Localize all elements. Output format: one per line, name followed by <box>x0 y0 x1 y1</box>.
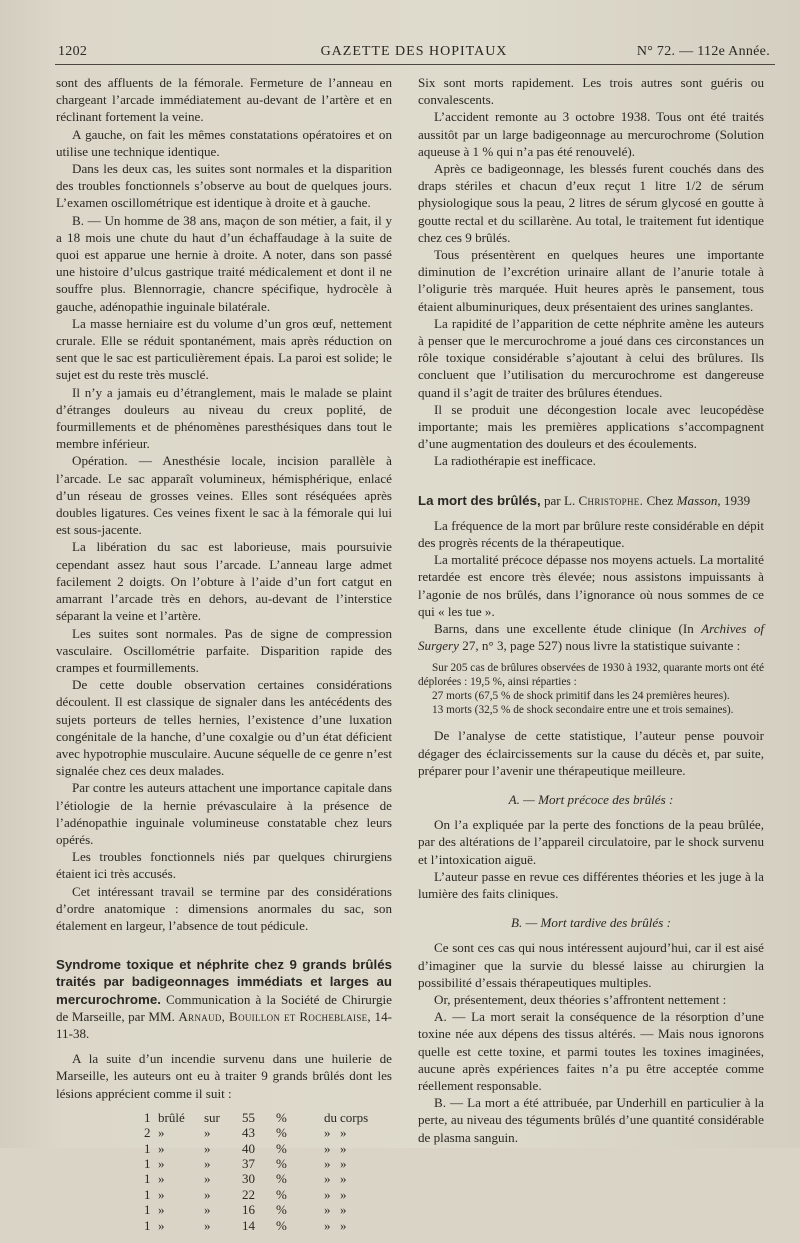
stats-cell: 1 <box>144 1140 151 1156</box>
article-authors: Arnaud, Bouillon et Rocheblaise, <box>178 1008 371 1024</box>
paragraph: sont des affluents de la fémorale. Fermeture de l’anneau en chargeant l’arcade immédiatement au-devant de l’artère et en réclinant fortement la veine. <box>56 75 392 125</box>
stats-cell: » <box>158 1186 165 1202</box>
paragraph: B. — La mort a été attribuée, par Underhill en particulier à la perte, au niveau des téguments brûlés d’une quantité considérable de plasma sanguin. <box>418 1095 764 1145</box>
stats-row <box>144 1141 392 1156</box>
stats-row <box>144 1202 392 1217</box>
stats-cell: 55 <box>242 1109 255 1125</box>
page-number: 1202 <box>58 44 88 59</box>
stats-row <box>144 1218 392 1233</box>
issue-label: N° 72. — 112e Année. <box>636 44 770 59</box>
right-column <box>418 74 764 1146</box>
paragraph: Les suites sont normales. Pas de signe de compression vasculaire. Oscillométrie parfaite. Disparition rapide des crampes et fourmillements. <box>56 625 392 675</box>
stats-cell: » <box>158 1202 165 1218</box>
stats-cell: » <box>204 1202 211 1218</box>
stats-cell: » <box>158 1217 165 1233</box>
stats-cell: % <box>276 1109 287 1125</box>
paragraph: Il se produit une décongestion locale avec leucopédèse importante; mais les premières applications s’accompagnent d’une augmentation des douleurs et des écoulements. <box>418 401 764 452</box>
paragraph: Tous présentèrent en quelques heures une importante diminution de l’excrétion urinaire allant de l’anurie totale à l’oligurie très marquée. Huit heures après le pansement, tous étaient albuminuriques, deux présentaient des urines sanglantes. <box>418 247 764 314</box>
paragraph: Opération. — Anesthésie locale, incision parallèle à l’arcade. Le sac apparaît volumineux, hémisphérique, enlacé d’un réseau de grosses veines. Elles sont réséquées après doubles ligatures. Ces veines fixent le sac à la fémorale qui lui est sous-jacente. <box>56 453 392 538</box>
paragraph: Les troubles fonctionnels niés par quelques chirurgiens étaient ici très accusés. <box>56 849 392 882</box>
quote-line: Sur 205 cas de brûlures observées de 1930 à 1932, quarante morts ont été déplorées : 19,5 %, ainsi réparties : <box>418 661 764 688</box>
stats-cell: » <box>340 1140 347 1156</box>
article-by: par L. <box>543 492 576 508</box>
statistics-quote <box>418 661 764 718</box>
stats-cell: » <box>340 1156 347 1171</box>
stats-cell: » <box>204 1156 211 1171</box>
article-heading-mort <box>418 492 764 509</box>
paragraph: A. — La mort serait la conséquence de la résorption d’une toxine née aux dépens des tissus altérés. — Mais nous ignorons quelle est cette toxine, et parmi toutes les toxines imaginées, aucune après expériences faites n’a pu être acceptée comme réellement responsable. <box>418 1009 764 1093</box>
stats-row <box>144 1156 392 1171</box>
stats-cell: sur <box>204 1109 220 1125</box>
paragraph: L’auteur passe en revue ces différentes théories et les juge à la lumière des faits cliniques. <box>418 868 764 901</box>
stats-row <box>144 1110 392 1125</box>
stats-cell: du <box>324 1109 337 1125</box>
article-publisher: Masson, <box>676 492 721 508</box>
stats-cell: » <box>324 1171 331 1187</box>
stats-row <box>144 1187 392 1202</box>
paragraph: Or, présentement, deux théories s’affrontent nettement : <box>434 991 727 1007</box>
subheading-a: A. — Mort précoce des brûlés : <box>508 791 674 807</box>
stats-cell: 37 <box>242 1156 255 1171</box>
stats-cell: » <box>204 1125 211 1141</box>
paragraph: La radiothérapie est inefficace. <box>434 453 596 469</box>
stats-cell: » <box>340 1202 347 1218</box>
stats-cell: » <box>158 1171 165 1187</box>
running-header <box>58 44 770 66</box>
stats-cell: » <box>204 1140 211 1156</box>
stats-cell: » <box>324 1125 331 1141</box>
stats-cell: » <box>204 1186 211 1202</box>
quote-line: 13 morts (32,5 % de shock secondaire entre une et trois semaines). <box>432 704 734 717</box>
article-heading-syndrome <box>56 956 392 1042</box>
stats-cell: » <box>324 1156 331 1171</box>
stats-cell: % <box>276 1140 287 1156</box>
stats-cell: » <box>204 1217 211 1233</box>
journal-citation: Archives of Surgery <box>418 621 765 654</box>
stats-cell: % <box>276 1202 287 1218</box>
stats-cell: % <box>276 1186 287 1202</box>
paragraph: Il n’y a jamais eu d’étranglement, mais le malade se plaint d’étranges douleurs au niveau du creux poplité, de fourmillements et de phénomènes paresthésiques dans tout le membre inférieur. <box>56 384 392 452</box>
left-column <box>56 74 392 1243</box>
stats-cell: » <box>340 1125 347 1141</box>
stats-cell: 40 <box>242 1140 255 1156</box>
paragraph: Par contre les auteurs attachent une importance capitale dans l’étiologie de la hernie prévasculaire à la présence de l’adénopathie inguinale volumineuse constatable chez leurs opérés. <box>56 780 392 847</box>
stats-cell: % <box>276 1125 287 1141</box>
stats-cell: » <box>340 1217 347 1233</box>
stats-cell: 1 <box>144 1171 151 1187</box>
stats-cell: 2 <box>144 1125 151 1141</box>
stats-cell: % <box>276 1171 287 1187</box>
stats-cell: 1 <box>144 1109 151 1125</box>
paragraph: De l’analyse de cette statistique, l’auteur pense pouvoir dégager des éclaircissements sur la cause du décès et, par suite, préparer pour l’avenir une thérapeutique meilleure. <box>418 728 764 778</box>
stats-row <box>144 1171 392 1186</box>
stats-cell: » <box>324 1217 331 1233</box>
paragraph: La rapidité de l’apparition de cette néphrite amène les auteurs à penser que le mercurochrome a joué dans ces circonstances un rôle toxique considérable s’ajoutant à celui des brûlures. Ils concluent que l’utilisation du mercurochrome est dangereuse quand il s’agit de traiter des brûlures étendues. <box>418 315 764 400</box>
paragraph: Après ce badigeonnage, les blessés furent couchés dans des draps stériles et chacun d’eux reçut 1 litre 1/2 de sérum physiologique sous la peau, 2 litres de sérum glycosé en goutte à goutte rectal et du scillarène. Au total, le traitement fut identique chez ces 9 brûlés. <box>418 161 764 245</box>
journal-title: GAZETTE DES HOPITAUX <box>320 44 508 59</box>
stats-cell: » <box>324 1186 331 1202</box>
paragraph: La fréquence de la mort par brûlure reste considérable en dépit des progrès récents de la thérapeutique. <box>418 517 764 551</box>
stats-cell: 1 <box>144 1202 151 1218</box>
stats-cell: » <box>324 1202 331 1218</box>
stats-cell: 14 <box>242 1217 255 1233</box>
stats-cell: 1 <box>144 1156 151 1171</box>
stats-cell: % <box>276 1156 287 1171</box>
paragraph: La mortalité précoce dépasse nos moyens actuels. La mortalité retardée est encore très élevée; nous assistons impuissants à l’agonie de nos brûlés, dans l’ignorance où nous sommes de ce qui « les tue ». <box>418 552 764 619</box>
article-title: Syndrome toxique et néphrite chez 9 grands brûlés traités par badigeonnages immédiats et larges au mercurochrome. <box>56 957 392 1007</box>
header-rule <box>55 64 775 65</box>
stats-cell: » <box>340 1186 347 1202</box>
stats-cell: 1 <box>144 1217 151 1233</box>
paragraph: A la suite d’un incendie survenu dans une huilerie de Marseille, les auteurs ont eu à traiter 9 grands brûlés dont les lésions apprécient comme il suit : <box>56 1051 392 1101</box>
paragraph: Cet intéressant travail se termine par des considérations d’ordre anatomique : dimensions anormales du sac, son étalement en largeur, l’absence de tout pédicule. <box>56 883 392 933</box>
stats-cell: » <box>158 1125 165 1141</box>
stats-cell: » <box>158 1140 165 1156</box>
stats-cell: 1 <box>144 1186 151 1202</box>
paragraph: On l’a expliquée par la perte des fonctions de la peau brûlée, par des altérations de l’appareil circulatoire, par le shock survenu et l’intoxication aiguë. <box>418 817 764 867</box>
paragraph: Ce sont ces cas qui nous intéressent aujourd’hui, car il est aisé d’imaginer que la survie du blessé laisse au chirurgien la possibilité d’essais thérapeutiques multiples. <box>418 940 764 990</box>
article-title: La mort des brûlés, <box>418 492 541 508</box>
stats-cell: 30 <box>242 1171 255 1187</box>
article-date: 14-11-38. <box>56 1008 392 1041</box>
paragraph-barns: Barns, dans une excellente étude clinique (In Archives of Surgery 27, n° 3, page 527) nous livre la statistique suivante : <box>418 621 765 654</box>
article-publisher-lead: Chez <box>646 492 674 508</box>
paragraph: A gauche, on fait les mêmes constatations opératoires et on utilise une technique identique. <box>56 126 392 159</box>
stats-cell: 22 <box>242 1186 255 1202</box>
quote-line: 27 morts (67,5 % de shock primitif dans les 24 premières heures). <box>432 689 730 702</box>
stats-cell: » <box>340 1171 347 1187</box>
paragraph: Dans les deux cas, les suites sont normales et la disparition des troubles fonctionnels s’observe au bout de quelques jours. L’examen oscillométrique est identique à droite et à gauche. <box>56 161 392 211</box>
stats-cell: » <box>158 1156 165 1171</box>
stats-cell: » <box>324 1140 331 1156</box>
article-author: Christophe. <box>578 492 644 508</box>
paragraph: De cette double observation certaines considérations découlent. Il est classique de signaler dans les antécédents des sujets porteurs de telles hernies, l’existence d’une luxation congénitale de la hanche, d’une coxalgie ou d’un état déficient avec hypotrophie musculaire. Aucune séquelle de ce genre n’est signalée chez ces deux malades. <box>56 677 392 779</box>
stats-cell: 43 <box>242 1125 255 1141</box>
burn-stats-table <box>144 1110 392 1233</box>
stats-cell: » <box>204 1171 211 1187</box>
stats-cell: 16 <box>242 1202 255 1218</box>
stats-cell: corps <box>340 1109 369 1125</box>
article-source: Communication à la Société de Chirurgie de Marseille, par MM. <box>56 991 392 1024</box>
paragraph: La masse herniaire est du volume d’un gros œuf, nettement crurale. Elle se réduit spontanément, mais après réduction on sent que le sac est particulièrement épais. La paroi est solide; le sujet est du reste très musclé. <box>56 315 392 383</box>
paragraph: Six sont morts rapidement. Les trois autres sont guéris ou convalescents. <box>418 75 764 108</box>
stats-row <box>144 1125 392 1140</box>
subheading-b: B. — Mort tardive des brûlés : <box>511 915 671 931</box>
paragraph: La libération du sac est laborieuse, mais poursuivie cependant assez haut sous l’arcade. L’anneau large admet facilement 2 doigts. On l’obture à l’aide d’un fort catgut en amarrant l’arcade très en dehors, au-devant de l’interstice séparant la veine et l’artère. <box>56 539 392 624</box>
paragraph: L’accident remonte au 3 octobre 1938. Tous ont été traités aussitôt par un large badigeonnage au mercurochrome (Solution aqueuse à 1 % qui n’a pas été renouvelé). <box>418 109 764 159</box>
stats-cell: % <box>276 1217 287 1233</box>
article-year: 1939 <box>723 492 751 508</box>
paragraph: B. — Un homme de 38 ans, maçon de son métier, a fait, il y a 18 mois une chute du haut d’un échaffaudage à la suite de quoi est apparue une hernie à droite. A noter, dans son passé une histoire d’ulcus gastrique traité médicalement et dont il ne souffre plus. Blennorragie, chancre spécifique, hydrocèle à gauche, adénopathie inguinale bilatérale. <box>56 212 392 314</box>
stats-cell: brûlé <box>158 1109 185 1125</box>
